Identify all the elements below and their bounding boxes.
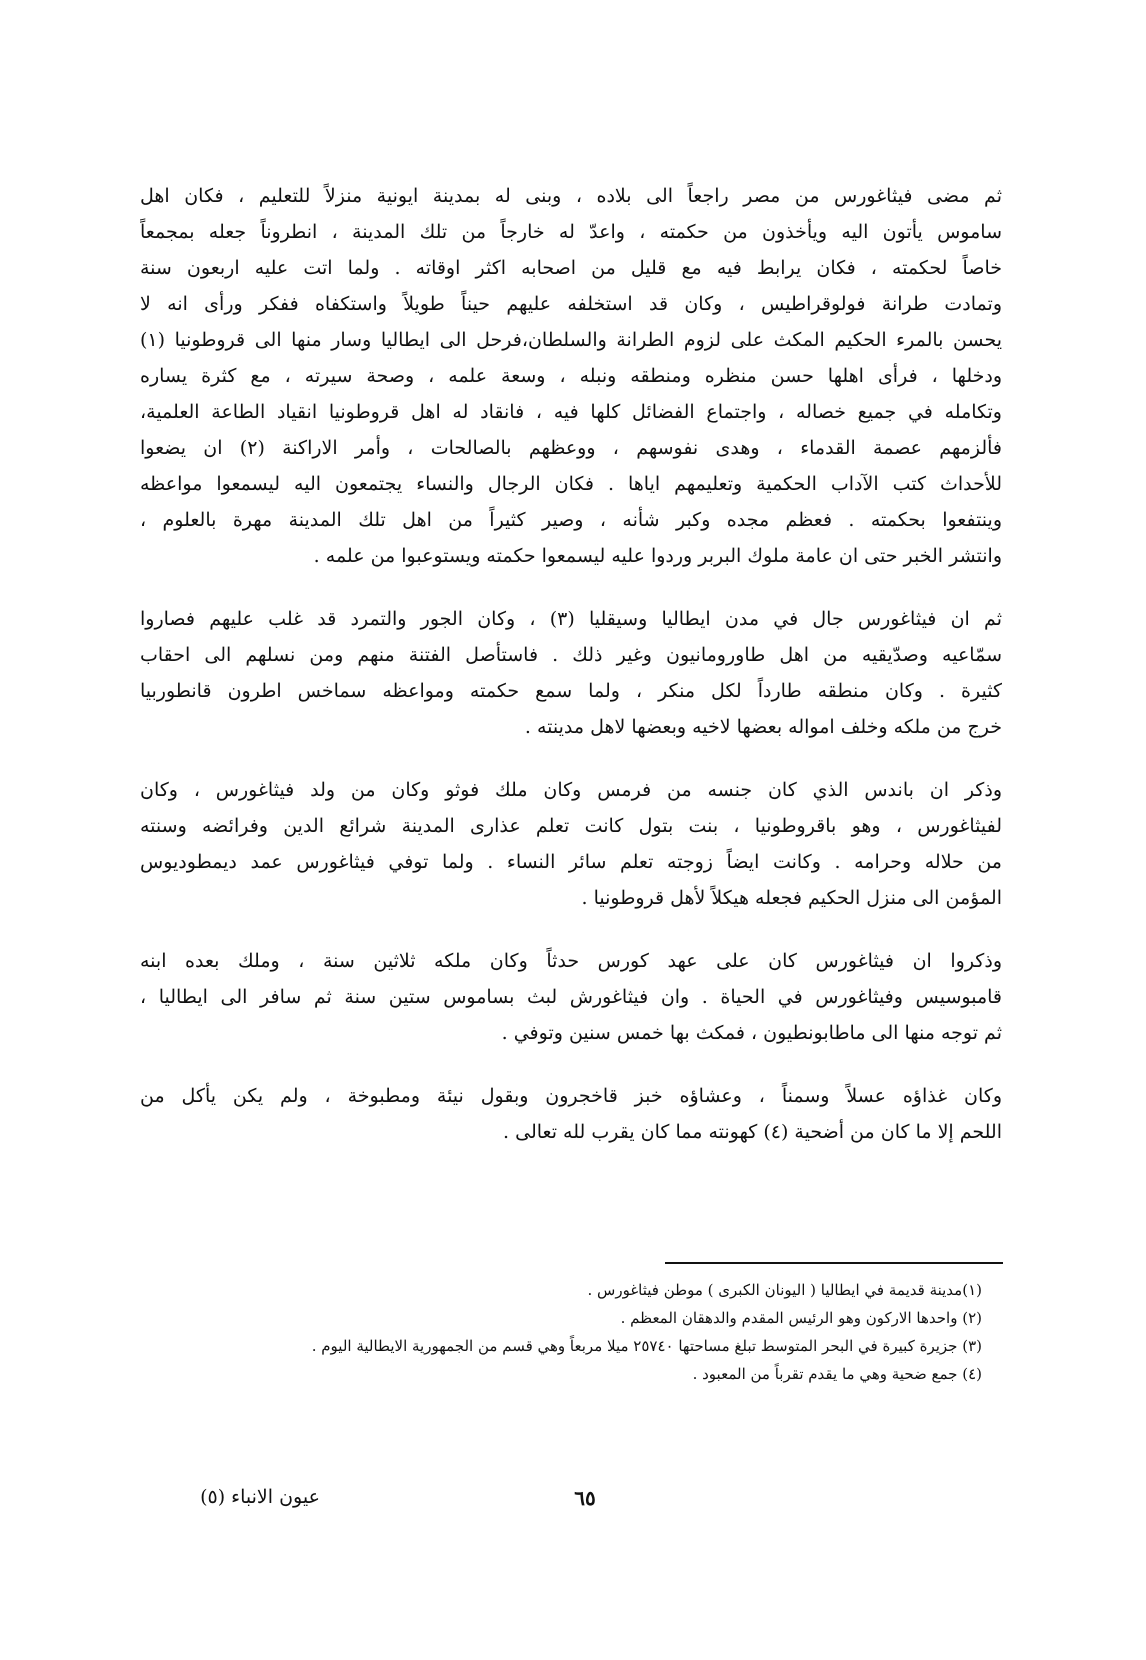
paragraph-4: [140, 943, 1002, 1051]
text-line: ثم توجه منها الى ماطابونطيون ، فمكث بها خمس سنين وتوفي .: [501, 1022, 1002, 1044]
text-line: كثيرة . وكان منطقه طارداً لكل منكر ، ولما سمع حكمته ومواعظه سماخس اطرون قانطوربيا: [140, 680, 1002, 702]
text-line: ثم ان فيثاغورس جال في مدن ايطاليا وسيقليا (٣) ، وكان الجور والتمرد قد غلب عليهم فصاروا: [140, 608, 1002, 630]
paragraph-3: [140, 772, 1002, 916]
footnote-2: (٢) واحدها الاركون وهو الرئيس المقدم والدهقان المعظم .: [620, 1309, 982, 1327]
text-line: وتكامله في جميع خصاله ، واجتماع الفضائل كلها فيه ، فانقاد له اهل قروطونيا انقياد الطاعة العلمية،: [140, 401, 1002, 423]
text-line: ودخلها ، فرأى اهلها حسن منظره ومنطقه ونبله ، وسعة علمه ، وصحة سيرته ، مع كثرة يساره: [140, 365, 1002, 387]
footnotes: [200, 1276, 982, 1388]
text-line: اللحم إلا ما كان من أضحية (٤) كهونته مما كان يقرب لله تعالى .: [503, 1121, 1002, 1143]
text-line: وانتشر الخبر حتى ان عامة ملوك البربر وردوا عليه ليسمعوا حكمته ويستوعبوا من علمه .: [313, 545, 1002, 567]
text-line: المؤمن الى منزل الحكيم فجعله هيكلاً لأهل قروطونيا .: [581, 887, 1002, 909]
running-title: عيون الانباء (٥): [200, 1486, 320, 1508]
page-number: ٦٥: [574, 1486, 596, 1510]
paragraph-1: [140, 178, 1002, 574]
main-text: [140, 178, 1002, 1150]
text-line: خرج من ملكه وخلف امواله بعضها لاخيه وبعضها لاهل مدينته .: [524, 716, 1002, 738]
text-line: وذكر ان باندس الذي كان جنسه من فرمس وكان ملك فوثو وكان من ولد فيثاغورس ، وكان: [140, 779, 1002, 801]
footnote-3: (٣) جزيرة كبيرة في البحر المتوسط تبلغ مساحتها ٢٥٧٤٠ ميلا مربعاً وهي قسم من الجمهورية الايطالية اليوم .: [311, 1337, 982, 1355]
text-line: فألزمهم عصمة القدماء ، وهدى نفوسهم ، ووعظهم بالصالحات ، وأمر الاراكنة (٢) ان يضعوا: [140, 437, 1002, 459]
text-line: خاصاً لحكمته ، فكان يرابط فيه مع قليل من اصحابه اكثر اوقاته . ولما اتت عليه اربعون سنة: [140, 257, 1002, 279]
text-line: وذكروا ان فيثاغورس كان على عهد كورس حدثاً وكان ملكه ثلاثين سنة ، وملك بعده ابنه: [140, 950, 1002, 972]
text-line: سمّاعيه وصدّيقيه من اهل طاورومانيون وغير ذلك . فاستأصل الفتنة منهم ومن نسلهم الى احقاب: [140, 644, 1002, 666]
text-line: قامبوسيس وفيثاغورس في الحياة . وان فيثاغورش لبث بساموس ستين سنة ثم سافر الى ايطاليا ،: [140, 986, 1002, 1008]
text-line: لفيثاغورس ، وهو باقروطونيا ، بنت بتول كانت تعلم عذارى المدينة شرائع الدين وفرائضه وسنته: [140, 815, 1002, 837]
footnote-divider: [665, 1262, 1003, 1264]
text-line: يحسن بالمرء الحكيم المكث على لزوم الطرانة والسلطان،فرحل الى ايطاليا وسار منها الى قروطونيا (١): [140, 329, 1002, 351]
text-line: وينتفعوا بحكمته . فعظم مجده وكبر شأنه ، وصير كثيراً من اهل تلك المدينة مهرة بالعلوم ،: [140, 509, 1002, 531]
text-line: وتمادت طرانة فولوقراطيس ، وكان قد استخلفه عليهم حيناً طويلاً واستكفاه ففكر ورأى انه لا: [140, 293, 1002, 315]
text-line: من حلاله وحرامه . وكانت ايضاً زوجته تعلم سائر النساء . ولما توفي فيثاغورس عمد ديمطوديوس: [140, 851, 1002, 873]
text-line: وكان غذاؤه عسلاً وسمناً ، وعشاؤه خبز قاخجرون وبقول نيئة ومطبوخة ، ولم يكن يأكل من: [140, 1085, 1002, 1107]
paragraph-2: [140, 601, 1002, 745]
text-line: ساموس يأتون اليه ويأخذون من حكمته ، واعدّ له خارجاً من تلك المدينة ، انطروناً جعله بمجمعاً: [140, 221, 1002, 243]
text-line: ثم مضى فيثاغورس من مصر راجعاً الى بلاده ، وبنى له بمدينة ايونية منزلاً للتعليم ، فكان اهل: [140, 185, 1002, 207]
footnote-1: (١)مدينة قديمة في ايطاليا ( اليونان الكبرى ) موطن فيثاغورس .: [587, 1281, 982, 1299]
paragraph-5: [140, 1078, 1002, 1150]
text-line: للأحداث كتب الآداب الحكمية وتعليمهم اياها . فكان الرجال والنساء يجتمعون اليه ليسمعوا مواعظه: [140, 473, 1002, 495]
footnote-4: (٤) جمع ضحية وهي ما يقدم تقرباً من المعبود .: [692, 1365, 982, 1383]
